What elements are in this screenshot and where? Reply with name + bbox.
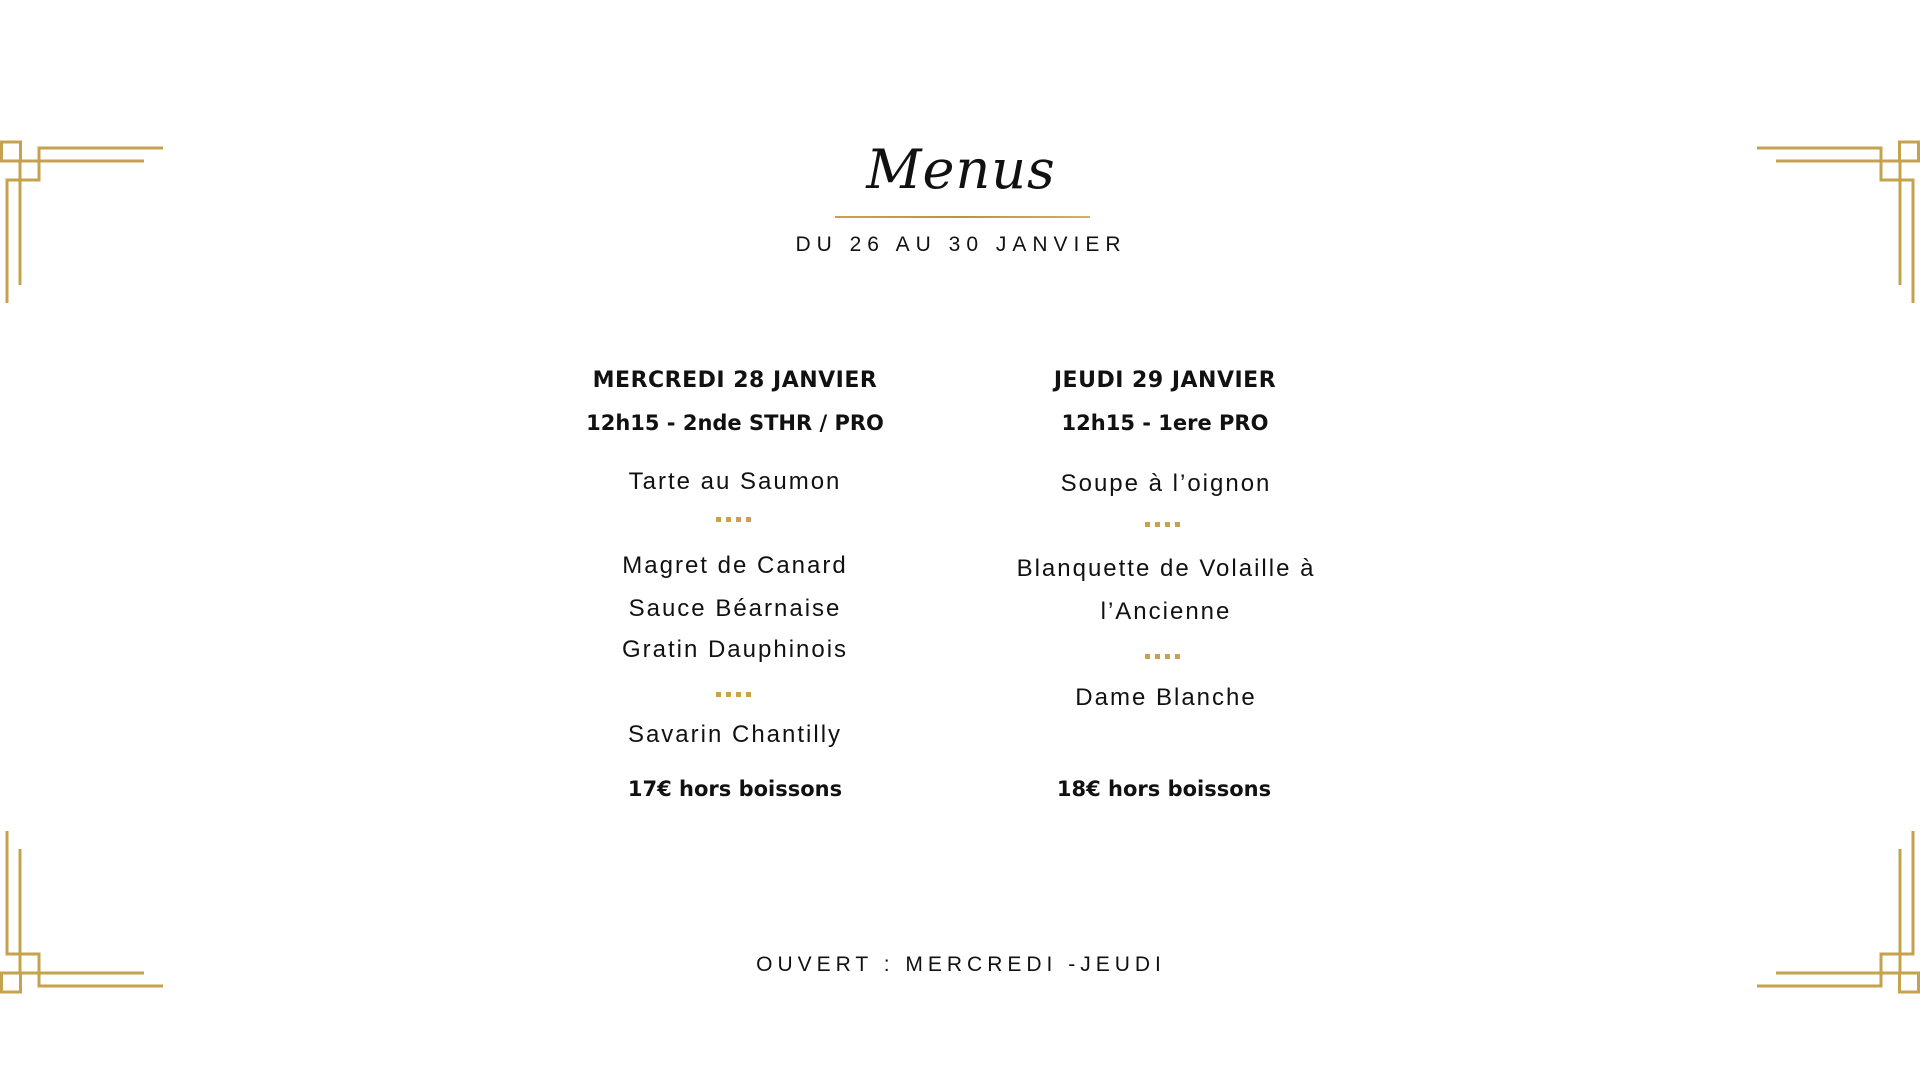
menu-item: Magret de Canard [622,552,848,579]
menu-item: Soupe à l’oignon [1060,470,1272,497]
corner-ornament-bottom-right [1750,824,1920,994]
menu-item: l’Ancienne [1100,598,1232,625]
corner-ornament-bottom-left [0,824,170,994]
service-time: 12h15 - 2nde STHR / PRO [586,411,884,435]
dots-separator [1145,522,1181,527]
corner-ornament-top-right [1750,140,1920,310]
menu-item: Savarin Chantilly [627,721,843,748]
dots-separator [1145,654,1181,659]
opening-days: OUVERT : MERCREDI -JEUDI [756,953,1166,976]
title-divider [835,216,1090,218]
day-heading: MERCREDI 28 JANVIER [592,368,878,393]
dots-separator [716,692,752,697]
corner-ornament-top-left [0,140,170,310]
price: 17€ hors boissons [627,777,843,801]
dots-separator [716,517,752,522]
menu-item: Tarte au Saumon [628,468,842,495]
menu-item: Dame Blanche [1075,684,1257,711]
date-range: DU 26 AU 30 JANVIER [795,233,1127,256]
menu-item: Blanquette de Volaille à [1016,555,1316,582]
menu-item: Gratin Dauphinois [621,636,849,663]
menu-item: Sauce Béarnaise [628,595,842,622]
page-title: Menus [866,138,1056,201]
day-heading: JEUDI 29 JANVIER [1053,368,1277,393]
service-time: 12h15 - 1ere PRO [1061,411,1269,435]
price: 18€ hors boissons [1056,777,1272,801]
